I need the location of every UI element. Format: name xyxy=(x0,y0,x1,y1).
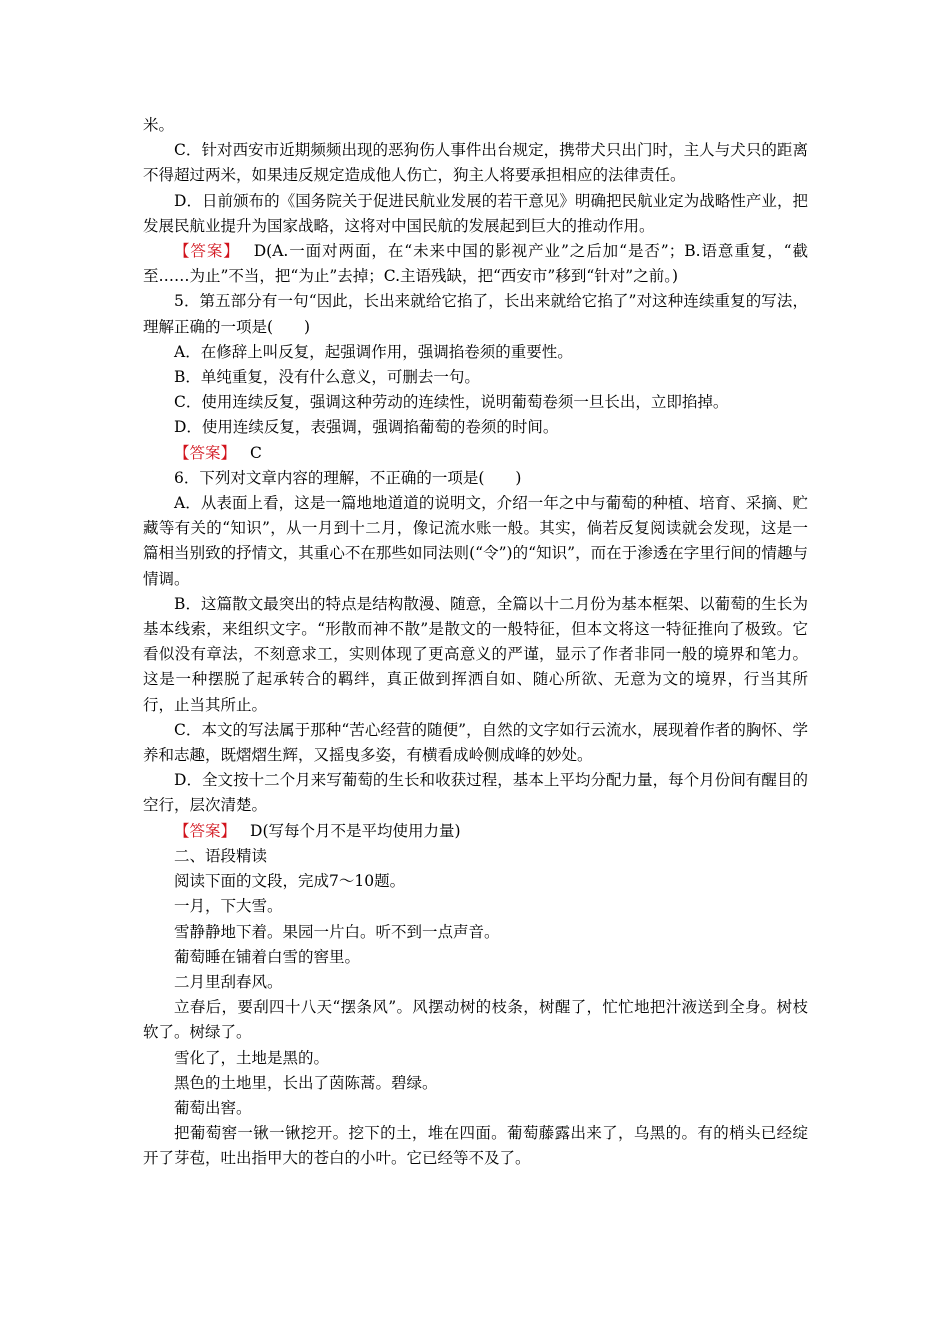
paragraph-text: 6．下列对文章内容的理解，不正确的一项是( ) xyxy=(174,468,522,487)
text-paragraph xyxy=(143,189,808,239)
text-paragraph xyxy=(143,768,808,818)
text-paragraph xyxy=(143,466,808,491)
paragraph-text: 阅读下面的文段，完成7～10题。 xyxy=(174,872,406,891)
text-paragraph xyxy=(143,289,808,339)
paragraph-text: 立春后，要刮四十八天“摆条风”。风摆动树的枝条，树醒了，忙忙地把汁液送到全身。树枝软了。树绿了。 xyxy=(143,998,808,1042)
text-paragraph xyxy=(143,844,808,869)
text-paragraph xyxy=(143,995,808,1045)
paragraph-text: 把葡萄窖一锹一锹挖开。挖下的土，堆在四面。葡萄藤露出来了，乌黑的。有的梢头已经绽开了芽苞，吐出指甲大的苍白的小叶。它已经等不及了。 xyxy=(143,1124,808,1168)
text-paragraph xyxy=(143,945,808,970)
paragraph-text: A．从表面上看，这是一篇地地道道的说明文，介绍一年之中与葡萄的种植、培育、采摘、贮藏等有关的“知识”，从一月到十二月，像记流水账一般。其实，倘若反复阅读就会发现，这是一篇相当别致的抒情文，其重心不在那些如同法则(“令”)的“知识”，而在于渗透在字里行间的情趣与情调。 xyxy=(143,494,808,588)
paragraph-text: D．日前颁布的《国务院关于促进民航业发展的若干意见》明确把民航业定为战略性产业，把发展民航业提升为国家战略，这将对中国民航的发展起到巨大的推动作用。 xyxy=(143,191,808,235)
paragraph-text: D(A.一面对两面，在“未来中国的影视产业”之后加“是否”；B.语意重复，“截至……为止”不当，把“为止”去掉；C.主语残缺，把“西安市”移到“针对”之前。) xyxy=(143,242,808,286)
answer-paragraph xyxy=(143,441,808,466)
text-paragraph xyxy=(143,869,808,894)
text-paragraph xyxy=(143,1071,808,1096)
document-page xyxy=(143,113,808,1172)
paragraph-text: 米。 xyxy=(143,116,175,134)
text-paragraph xyxy=(143,340,808,365)
text-paragraph xyxy=(143,1096,808,1121)
text-paragraph xyxy=(143,1046,808,1071)
paragraph-text: C．使用连续反复，强调这种劳动的连续性，说明葡萄卷须一旦长出，立即掐掉。 xyxy=(174,393,729,412)
answer-label: 【答案】 xyxy=(174,821,237,840)
paragraph-text: 雪静静地下着。果园一片白。听不到一点声音。 xyxy=(174,922,500,941)
paragraph-text: C．本文的写法属于那种“苦心经营的随便”，自然的文字如行云流水，展现着作者的胸怀、学养和志趣，既熠熠生辉，又摇曳多姿，有横看成岭侧成峰的妙处。 xyxy=(143,720,808,765)
paragraph-text: A．在修辞上叫反复，起强调作用，强调掐卷须的重要性。 xyxy=(174,342,573,361)
paragraph-text: 黑色的土地里，长出了茵陈蒿。碧绿。 xyxy=(174,1073,438,1092)
answer-paragraph xyxy=(143,819,808,844)
text-paragraph xyxy=(143,415,808,440)
answer-label: 【答案】 xyxy=(174,242,240,261)
paragraph-text: 雪化了，土地是黑的。 xyxy=(174,1048,330,1067)
paragraph-text: D(写每个月不是平均使用力量) xyxy=(250,821,461,840)
paragraph-text: 葡萄出窖。 xyxy=(174,1098,252,1117)
paragraph-text: D．全文按十二个月来写葡萄的生长和收获过程，基本上平均分配力量，每个月份间有醒目的空行，层次清楚。 xyxy=(143,771,808,815)
text-paragraph xyxy=(143,365,808,390)
paragraph-text: C xyxy=(250,443,262,462)
paragraph-text: B．这篇散文最突出的特点是结构散漫、随意，全篇以十二月份为基本框架、以葡萄的生长为基本线索，来组织文字。“形散而神不散”是散文的一般特征，但本文将这一特征推向了极致。它看似没有章法，不刻意求工，实则体现了更高意义的严谨，显示了作者非同一般的境界和笔力。这是一种摆脱了起承转合的羁绊，真正做到挥洒自如、随心所欲、无意为文的境界，行当其所行，止当其所止。 xyxy=(143,594,808,714)
text-paragraph xyxy=(143,894,808,919)
text-paragraph xyxy=(143,491,808,592)
answer-paragraph xyxy=(143,239,808,289)
paragraph-text: 一月，下大雪。 xyxy=(174,897,283,916)
paragraph-text: D．使用连续反复，表强调，强调掐葡萄的卷须的时间。 xyxy=(174,418,559,437)
text-paragraph xyxy=(143,113,808,138)
text-paragraph xyxy=(143,970,808,995)
paragraph-text: 葡萄睡在铺着白雪的窖里。 xyxy=(174,947,361,966)
text-paragraph xyxy=(143,390,808,415)
paragraph-text: B．单纯重复，没有什么意义，可删去一句。 xyxy=(174,368,480,387)
text-paragraph xyxy=(143,718,808,768)
paragraph-text: 二月里刮春风。 xyxy=(174,972,283,991)
text-paragraph xyxy=(143,138,808,188)
text-paragraph xyxy=(143,1121,808,1171)
answer-label: 【答案】 xyxy=(174,443,237,462)
paragraph-text: 二、语段精读 xyxy=(174,846,268,865)
paragraph-text: 5．第五部分有一句“因此，长出来就给它掐了，长出来就给它掐了”对这种连续重复的写法，理解正确的一项是( ) xyxy=(143,292,808,336)
text-paragraph xyxy=(143,920,808,945)
text-paragraph xyxy=(143,592,808,718)
paragraph-text: C．针对西安市近期频频出现的恶狗伤人事件出台规定，携带犬只出门时，主人与犬只的距离不得超过两米，如果违反规定造成他人伤亡，狗主人将要承担相应的法律责任。 xyxy=(143,141,808,185)
